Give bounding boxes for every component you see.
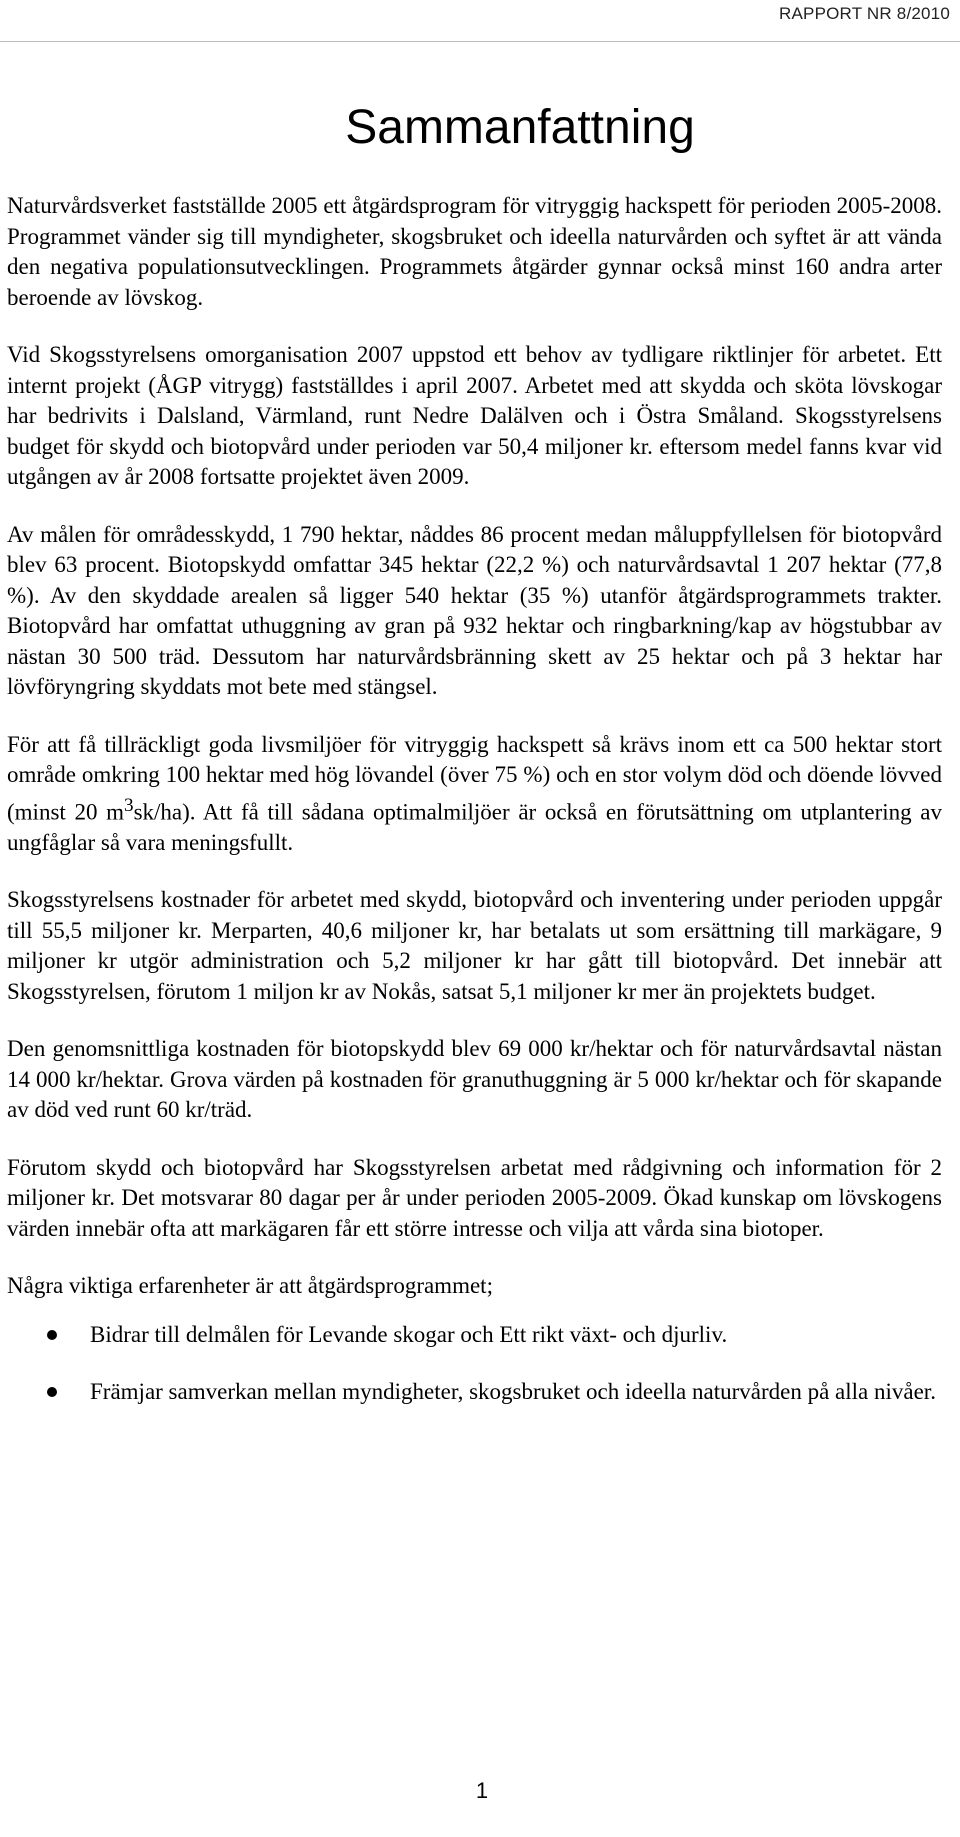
- document-body: [7, 191, 947, 1435]
- paragraph-average-cost: Den genomsnittliga kostnaden för biotopskydd blev 69 000 kr/hektar och för naturvårdsavtal nästan 14 000 kr/hektar. Grova värden på kostnaden för granuthuggning är 5 000 kr/hektar och för skapande av död ved runt 60 kr/träd.: [7, 1036, 942, 1123]
- paragraph-goals: Av målen för områdesskydd, 1 790 hektar, nåddes 86 procent medan måluppfyllelsen för biotopvård blev 63 procent. Biotopskydd omfattar 345 hektar (22,2 %) och naturvårdsavtal 1 207 hektar (77,8 %). Av den skyddade arealen så ligger 540 hektar (35 %) utanför åtgärdsprogrammets trakter. Biotopvård har omfattat uthuggning av gran på 932 hektar och ringbarkning/kap av högstubbar av nästan 30 500 träd. Dessutom har naturvårdsbränning skett av 25 hektar och på 3 hektar har lövföryngring skyddats mot bete med stängsel.: [7, 521, 942, 699]
- bullet-icon: [47, 1330, 57, 1340]
- list-item: [7, 1377, 947, 1408]
- superscript-cubic: 3: [124, 794, 134, 816]
- paragraph-intro: Naturvårdsverket fastställde 2005 ett åtgärdsprogram för vitryggig hackspett för perioden 2005-2008. Programmet vänder sig till myndigheter, skogsbruket och ideella naturvården och syftet är att vända den negativa populationsutvecklingen. Programmets åtgärder gynnar också minst 160 andra arter beroende av lövskog.: [7, 193, 942, 310]
- page-title: Sammanfattning: [345, 101, 695, 154]
- paragraph-experiences-intro: Några viktiga erfarenheter är att åtgärdsprogrammet;: [7, 1273, 493, 1299]
- habitat-text-start: För att få tillräckligt goda livsmiljöer för vitryggig hackspett så krävs inom ett ca 500 hektar stort område omkring 100 hektar med hög lövandel (över 75 %) och en stor volym död och döende lövved (minst 20 m: [7, 731, 942, 825]
- report-label: RAPPORT NR 8/2010: [779, 4, 950, 23]
- running-header: [0, 0, 960, 42]
- list-item-text: Bidrar till delmålen för Levande skogar och Ett rikt växt- och djurliv.: [90, 1321, 728, 1347]
- page-number-text: 1: [475, 1778, 489, 1803]
- paragraph-reorganisation: Vid Skogsstyrelsens omorganisation 2007 uppstod ett behov av tydligare riktlinjer för arbetet. Ett internt projekt (ÅGP vitrygg) fastställdes i april 2007. Arbetet med att skydda och sköta lövskogar har bedrivits i Dalsland, Värmland, runt Nedre Dalälven och i Östra Småland. Skogsstyrelsens budget för skydd och biotopvård under perioden var 50,4 miljoner kr. eftersom medel fanns kvar vid utgången av år 2008 fortsatte projektet även 2009.: [7, 342, 942, 489]
- bullet-icon: [47, 1387, 57, 1397]
- list-item: [7, 1320, 947, 1351]
- paragraph-advice: Förutom skydd och biotopvård har Skogsstyrelsen arbetat med rådgivning och information för 2 miljoner kr. Det motsvarar 80 dagar per år under perioden 2005-2009. Ökad kunskap om lövskogens värden innebär ofta att markägaren får ett större intresse och vilja att vårda sina biotoper.: [7, 1154, 942, 1241]
- paragraph-costs: Skogsstyrelsens kostnader för arbetet med skydd, biotopvård och inventering under perioden uppgår till 55,5 miljoner kr. Merparten, 40,6 miljoner kr, har betalats ut som ersättning till markägare, 9 miljoner kr utgör administration och 5,2 miljoner kr har gått till biotopvård. Det innebär att Skogsstyrelsen, förutom 1 miljon kr av Nokås, satsat 5,1 miljoner kr mer än projektets budget.: [7, 887, 942, 1004]
- habitat-text-end: sk/ha). Att få till sådana optimalmiljöer är också en förutsättning om utplantering av ungfåglar så vara meningsfullt.: [7, 799, 943, 855]
- paragraph-habitat: [7, 730, 947, 859]
- experiences-list: [7, 1320, 947, 1408]
- list-item-text: Främjar samverkan mellan myndigheter, skogsbruket och ideella naturvården på alla nivåer.: [90, 1379, 936, 1405]
- page-number: [0, 1778, 960, 1804]
